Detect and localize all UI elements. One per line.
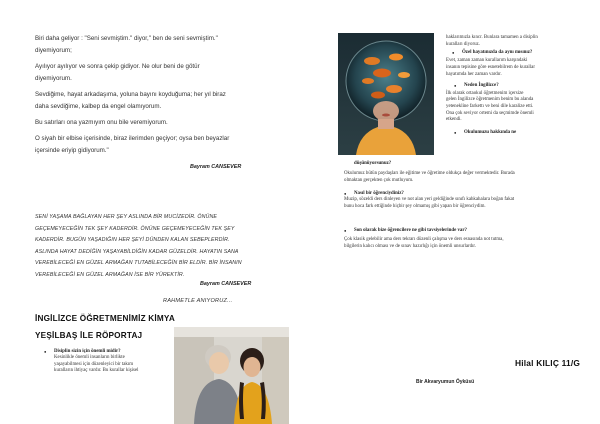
quote-line: KADERDİR. BUGÜN YAŞADIĞIN HER ŞEYİ DÜNDEN KALAN SEBEPLERDİR. (35, 237, 230, 243)
answer-line: bilgilerin kalıcı olması ve de sınav hazırlığı için önemli unsurlardır. (344, 243, 477, 249)
poem-line: O siyah bir elbise içerisinde, biraz ilerimden geçiyor; oysa ben beyazlar (35, 135, 230, 142)
answer-line: İlk olarak ortaokul öğretmenim içersize (446, 90, 524, 96)
answer-line: hayatımda her zaman vardır. (446, 71, 502, 77)
answer-line: haklarımızla kıncr. Bunlara tamamen a disiplin (446, 35, 538, 40)
quote-line: VEREBİLECEĞİ EN GÜZEL ARMAĞAN İSE BİR YÜREKTİR. (35, 271, 185, 278)
signature-name: Hilal KILIÇ 11/G (515, 358, 581, 368)
answer-line: kuralların ihtiyaç vardır. Bu kurallar kişisel (54, 368, 139, 374)
interview-first-qa (54, 348, 174, 375)
poem-line: diyemiyorum; (35, 47, 72, 54)
poem-line: Ayılıyor ayılıyor ve sonra çekip gidiyor. Ne olur beni de götür (35, 63, 200, 70)
interview-photo-svg (174, 327, 289, 424)
question-advice: ● Son olarak bize öğrencilere ne gibi tavsiyelerinde var? (354, 227, 594, 234)
memorial-footer: RAHMETLE ANIYORUZ... (163, 298, 233, 304)
interview-heading-line: YEŞİLBAŞ İLE RÖPORTAJ (35, 331, 143, 340)
poem-line: daha sevdiğime, kalbep da engel olamıyorum. (35, 103, 162, 110)
signature-subtitle: Bir Akvaryumun Öyküsü (416, 379, 475, 385)
interview-heading (35, 312, 175, 342)
question-private-life: ● Özel hayatınızda da aynı mısınız? (462, 49, 576, 56)
quote-block (35, 212, 315, 281)
poem-line: Bu satırları ona yazmıyım onu bile veremiyorum. (35, 119, 168, 126)
answer-line: Muzip, sözeldi ders dinleyen ve not alan yeri geldiğinde sınıfı kahkahalara boğan fakat (344, 197, 515, 203)
answer-line: Kesinlikle önemli insanların birlikte (54, 355, 125, 360)
interview-photo (174, 327, 289, 424)
answer-line: bunu hoca fark ettiğinde hiçbir şey olmamış gibi yapan bir öğrenciydim. (344, 204, 486, 210)
answer-line: kuralları diyoruz. (446, 41, 480, 47)
question-student: ● Nasıl bir öğrenciydiniz? (354, 190, 594, 197)
answer-line: insanın tepisine göre esnetebilrem de kurallar (446, 65, 535, 71)
answer-line: gelen İngilizce öğretmenim benim bu alanda (446, 97, 534, 103)
answer-line: Okulumuz bütün paydaşları ile eğitime ve öğretime oldukça değer vermektedir. Burada (344, 171, 515, 176)
answer-line: Evet, zaman zaman kurallarım karşındaki (446, 58, 528, 64)
aquarium-painting-svg (338, 33, 434, 155)
answer-line: yetenekline farkettı ve beni dile karalize etti. (446, 103, 534, 109)
quote-line: GEÇEMEYECEĞİN TEK ŞEY KADERDİR. ÖNÜNE GEÇEMEYECEĞİN TEK ŞEY (35, 225, 235, 232)
question-school-part2: düşünüyorsunuz? (354, 161, 392, 166)
aquarium-painting (338, 33, 434, 155)
answer-line: etkendi. (446, 117, 462, 123)
poem-text-block (35, 33, 305, 157)
poem-line: Biri daha geliyor : "Seni sevmiştim." diyor," ben de seni sevmiştim." (35, 35, 218, 42)
poem-author: Bayram CANSEVER (190, 164, 242, 170)
quote-line: VEREBİLECEĞİ EN GÜZEL ARMAĞAN TUTABİLECEĞİN BİR ELDİR. BİR İNSANIN (35, 260, 242, 266)
answer-line: yaşayabilmesi için düzenleyici bir takım (54, 361, 134, 367)
quote-line: ASLINDA HAYAT DEDİĞİN YAŞAYABİLDİĞİN KADAR GÜZELDİR. HAYATIN SANA (35, 248, 239, 255)
question-school-part1: ● Okulumuzu hakkında ne (464, 129, 576, 136)
interview-heading-line: İNGİLİZCE ÖĞRETMENİMİZ KİMYA (35, 314, 175, 323)
quote-author: Bayram CANSEVER (200, 281, 252, 287)
answer-line: Çok klasik gelebilir ama ders tekrarı düzenli çalışma ve ders esnasında not tutma, (344, 236, 504, 242)
answer-line: Ona çok seviyor ortemi da seçmimde önemli (446, 110, 534, 116)
answer-line: olmaktan gerçekten çok mutluyum. (344, 177, 414, 183)
quote-line: SENİ YAŞAMA BAĞLAYAN HER ŞEY ASLINDA BİR MUCİZEDİR. ÖNÜNE (35, 214, 218, 220)
poem-line: Sevdiğime, hayat arkadaşıma, yoluna bayını koyduğuma; her yıl biraz (35, 91, 226, 98)
question-discipline: ● Disiplin sizin için önemli midir? (54, 348, 174, 355)
question-why-english: ● Neden İngilizce? (464, 82, 576, 89)
interview-continued (446, 35, 576, 136)
poem-line: içersinde eriyip gidiyorum." (35, 147, 109, 154)
poem-line: diyemiyorum. (35, 75, 72, 82)
interview-wide-section (344, 160, 594, 250)
